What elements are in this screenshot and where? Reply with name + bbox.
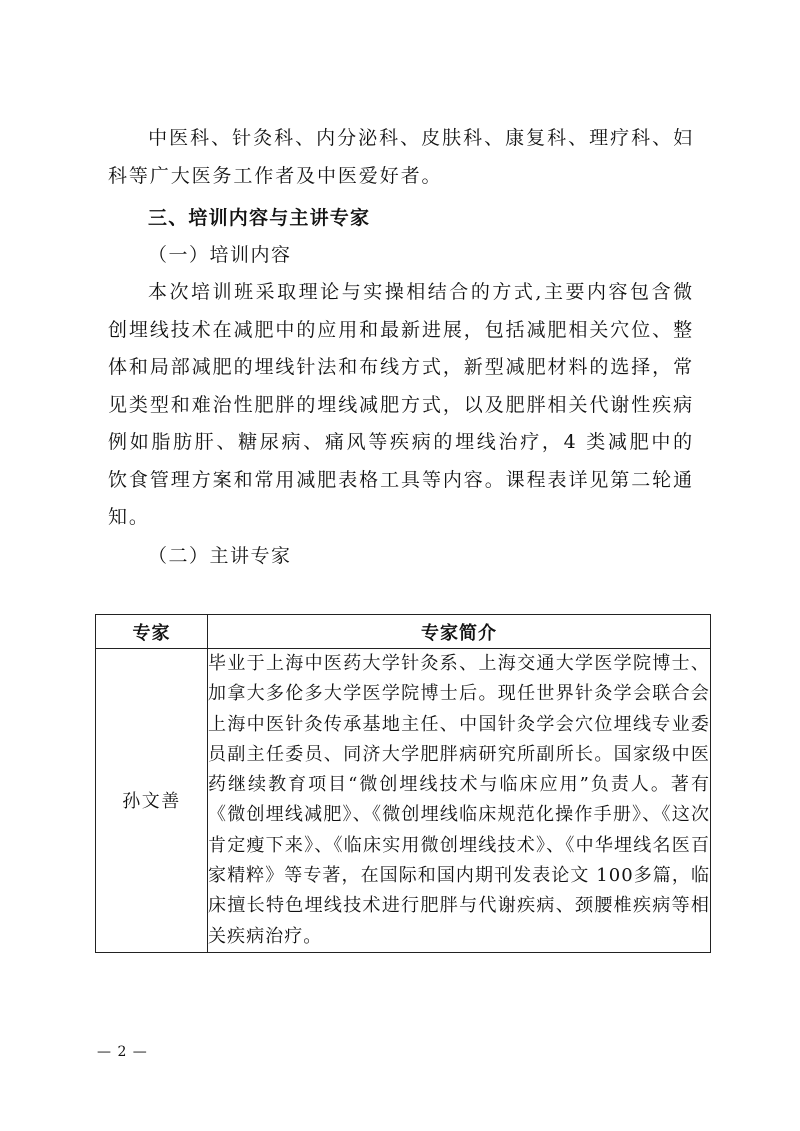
table-header-row: [96, 615, 711, 649]
subsection-heading-training-content: （一）培训内容: [148, 244, 292, 266]
expert-table: [95, 614, 711, 953]
training-content-paragraph: 本次培训班采取理论与实操相结合的方式,主要内容包含微创埋线技术在减肥中的应用和最新进展，包括减肥相关穴位、整体和局部减肥的埋线针法和布线方式，新型减肥材料的选择，常见类型和难治性肥胖的埋线减肥方式，以及肥胖相关代谢性疾病例如脂肪肝、糖尿病、痛风等疾病的埋线治疗，4 类减肥中的饮食管理方案和常用减肥表格工具等内容。课程表详见第二轮通知。: [108, 281, 694, 528]
section-heading: 三、培训内容与主讲专家: [148, 207, 371, 229]
audience-paragraph: [108, 120, 694, 195]
expert-name: 孙文善: [96, 649, 208, 953]
expert-bio: 毕业于上海中医药大学针灸系、上海交通大学医学院博士、加拿大多伦多大学医学院博士后。现任世界针灸学会联合会上海中医针灸传承基地主任、中国针灸学会穴位埋线专业委员副主任委员、同济大学肥胖病研究所副所长。国家级中医药继续教育项目“微创埋线技术与临床应用”负责人。著有《微创埋线减肥》、《微创埋线临床规范化操作手册》、《这次肯定瘦下来》、《临床实用微创埋线技术》、《中华埋线名医百家精粹》等专著，在国际和国内期刊发表论文 100多篇，临床擅长特色埋线技术进行肥胖与代谢疾病、颈腰椎疾病等相关疾病治疗。: [208, 649, 711, 953]
table-row: [96, 649, 711, 953]
subsection-heading-experts: （二）主讲专家: [148, 545, 292, 567]
header-profile: 专家简介: [208, 615, 711, 649]
header-expert: 专家: [96, 615, 208, 649]
audience-text: 中医科、针灸科、内分泌科、皮肤科、康复科、理疗科、妇科等广大医务工作者及中医爱好者。: [108, 127, 694, 187]
page-number: — 2 —: [97, 1044, 148, 1060]
